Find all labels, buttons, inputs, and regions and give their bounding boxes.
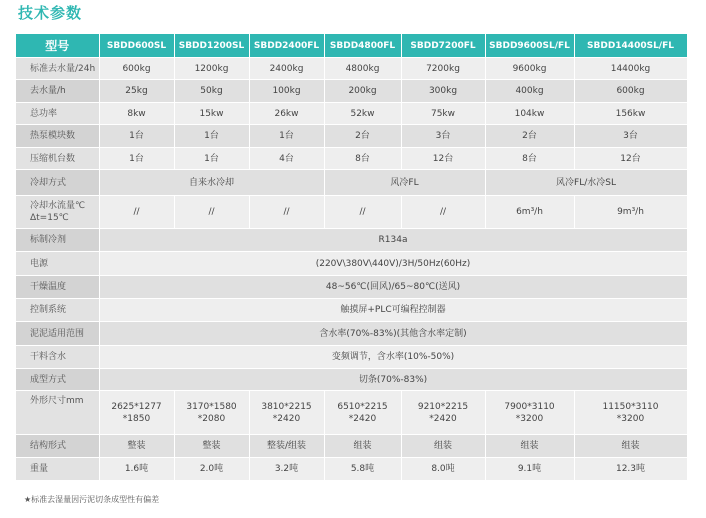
table-row <box>16 252 687 276</box>
table-cell: 风冷FL <box>324 170 485 196</box>
header-cell: SBDD600SL <box>99 34 174 58</box>
table-cell: 1台 <box>174 148 249 170</box>
page-title: 技术参数 <box>18 4 83 22</box>
table-cell: 9600kg <box>485 58 574 80</box>
table-cell: 300kg <box>401 80 485 103</box>
row-label: 重量 <box>16 458 99 481</box>
row-label: 结构形式 <box>16 435 99 458</box>
table-row <box>16 391 687 435</box>
cell-line: 6510*2215 <box>337 401 388 412</box>
row-label: 冷却方式 <box>16 170 99 196</box>
table-cell: (220V\380V\440V)/3H/50Hz(60Hz) <box>99 252 687 276</box>
table-cell: 8.0吨 <box>401 458 485 481</box>
table-cell <box>174 391 249 435</box>
row-label: 干燥温度 <box>16 276 99 299</box>
cell-line: *3200 <box>616 413 645 424</box>
table-cell: 触摸屏+PLC可编程控制器 <box>99 299 687 322</box>
row-label: 标准去水量/24h <box>16 58 99 80</box>
table-cell: 3.2吨 <box>249 458 324 481</box>
table-cell <box>324 391 401 435</box>
table-cell: R134a <box>99 229 687 252</box>
table-cell: 48~56℃(回风)/65~80℃(送风) <box>99 276 687 299</box>
row-label: 控制系统 <box>16 299 99 322</box>
table-row <box>16 58 687 80</box>
table-cell: // <box>174 196 249 229</box>
table-cell: 26kw <box>249 103 324 125</box>
cell-line: *1850 <box>122 413 151 424</box>
table-cell: 组装 <box>324 435 401 458</box>
table-cell: 含水率(70%-83%)(其他含水率定制) <box>99 322 687 346</box>
table-cell: 200kg <box>324 80 401 103</box>
table-cell: 切条(70%-83%) <box>99 369 687 391</box>
row-label: 泥泥适用范围 <box>16 322 99 346</box>
row-label: 热泵模块数 <box>16 125 99 148</box>
table-row <box>16 148 687 170</box>
table-row <box>16 346 687 369</box>
table-cell <box>574 391 687 435</box>
table-cell: 6m³/h <box>485 196 574 229</box>
table-row <box>16 435 687 458</box>
table-cell: 组装 <box>485 435 574 458</box>
header-cell: SBDD1200SL <box>174 34 249 58</box>
table-cell: 整装/组装 <box>249 435 324 458</box>
table-cell: 1台 <box>99 148 174 170</box>
cell-line: 2625*1277 <box>111 401 162 412</box>
row-label <box>16 196 99 229</box>
header-model: 型号 <box>16 34 99 58</box>
row-label: 电源 <box>16 252 99 276</box>
table-cell: 12台 <box>401 148 485 170</box>
table-cell: // <box>324 196 401 229</box>
table-row <box>16 458 687 481</box>
row-label: 去水量/h <box>16 80 99 103</box>
table-cell: 50kg <box>174 80 249 103</box>
header-cell: SBDD7200FL <box>401 34 485 58</box>
table-cell: // <box>401 196 485 229</box>
table-cell: 风冷FL/水冷SL <box>485 170 687 196</box>
table-cell: 变频调节，含水率(10%-50%) <box>99 346 687 369</box>
header-cell: SBDD4800FL <box>324 34 401 58</box>
table-row <box>16 276 687 299</box>
table-cell: 7200kg <box>401 58 485 80</box>
cell-line: *2420 <box>429 413 457 424</box>
header-cell: SBDD2400FL <box>249 34 324 58</box>
header-cell: SBDD14400SL/FL <box>574 34 687 58</box>
footnote: ★标准去湿量因污泥切条成型性有偏差 <box>24 495 160 504</box>
table-cell: 9.1吨 <box>485 458 574 481</box>
table-cell: 组装 <box>401 435 485 458</box>
row-label: 总功率 <box>16 103 99 125</box>
table-row <box>16 299 687 322</box>
cell-line: 9210*2215 <box>417 401 469 412</box>
table-cell: 自来水冷却 <box>99 170 324 196</box>
table-cell: 2400kg <box>249 58 324 80</box>
row-label: 干料含水 <box>16 346 99 369</box>
cell-line: 7900*3110 <box>504 401 555 412</box>
row-label-line: 冷却水流量℃ <box>30 201 86 211</box>
table-cell: 8kw <box>99 103 174 125</box>
table-header-row <box>16 34 687 58</box>
table-row <box>16 80 687 103</box>
table-cell: 1.6吨 <box>99 458 174 481</box>
table-cell: 1台 <box>99 125 174 148</box>
table-cell: 2台 <box>324 125 401 148</box>
cell-line: *2420 <box>272 413 301 424</box>
row-label: 外形尺寸mm <box>16 391 99 435</box>
table-cell: 100kg <box>249 80 324 103</box>
table-cell: 15kw <box>174 103 249 125</box>
table-cell: 14400kg <box>574 58 687 80</box>
table-cell: 4800kg <box>324 58 401 80</box>
table-cell: 8台 <box>485 148 574 170</box>
table-cell: 整装 <box>99 435 174 458</box>
table-cell: 1200kg <box>174 58 249 80</box>
table-cell: 1台 <box>249 125 324 148</box>
cell-line: *2420 <box>348 413 377 424</box>
table-row <box>16 369 687 391</box>
table-row <box>16 322 687 346</box>
table-row <box>16 125 687 148</box>
table-cell: 3台 <box>574 125 687 148</box>
table-cell: 8台 <box>324 148 401 170</box>
table-cell: 12台 <box>574 148 687 170</box>
table-cell: 2.0吨 <box>174 458 249 481</box>
table-row <box>16 170 687 196</box>
table-cell: 5.8吨 <box>324 458 401 481</box>
table-cell: 整装 <box>174 435 249 458</box>
table-cell: 400kg <box>485 80 574 103</box>
table-cell: 3台 <box>401 125 485 148</box>
spec-table <box>16 34 688 481</box>
header-cell: SBDD9600SL/FL <box>485 34 574 58</box>
table-cell: 12.3吨 <box>574 458 687 481</box>
table-cell: 75kw <box>401 103 485 125</box>
table-cell: 25kg <box>99 80 174 103</box>
table-cell: 9m³/h <box>574 196 687 229</box>
table-row <box>16 103 687 125</box>
table-cell <box>401 391 485 435</box>
table-cell: 2台 <box>485 125 574 148</box>
table-cell <box>99 391 174 435</box>
row-label: 标制冷剂 <box>16 229 99 252</box>
table-cell: 52kw <box>324 103 401 125</box>
table-cell: 156kw <box>574 103 687 125</box>
table-cell: // <box>249 196 324 229</box>
row-label: 成型方式 <box>16 369 99 391</box>
table-cell: 600kg <box>574 80 687 103</box>
row-label-line: Δt=15℃ <box>30 213 69 223</box>
table-cell: 600kg <box>99 58 174 80</box>
table-cell: 1台 <box>174 125 249 148</box>
table-cell: 组装 <box>574 435 687 458</box>
table-row <box>16 229 687 252</box>
table-cell <box>485 391 574 435</box>
table-cell <box>249 391 324 435</box>
table-cell: // <box>99 196 174 229</box>
cell-line: 3170*1580 <box>186 401 237 412</box>
cell-line: *3200 <box>515 413 544 424</box>
cell-line: *2080 <box>197 413 226 424</box>
table-cell: 104kw <box>485 103 574 125</box>
table-row <box>16 196 687 229</box>
cell-line: 11150*3110 <box>602 401 659 412</box>
row-label: 压缩机台数 <box>16 148 99 170</box>
table-cell: 4台 <box>249 148 324 170</box>
cell-line: 3810*2215 <box>261 401 312 412</box>
